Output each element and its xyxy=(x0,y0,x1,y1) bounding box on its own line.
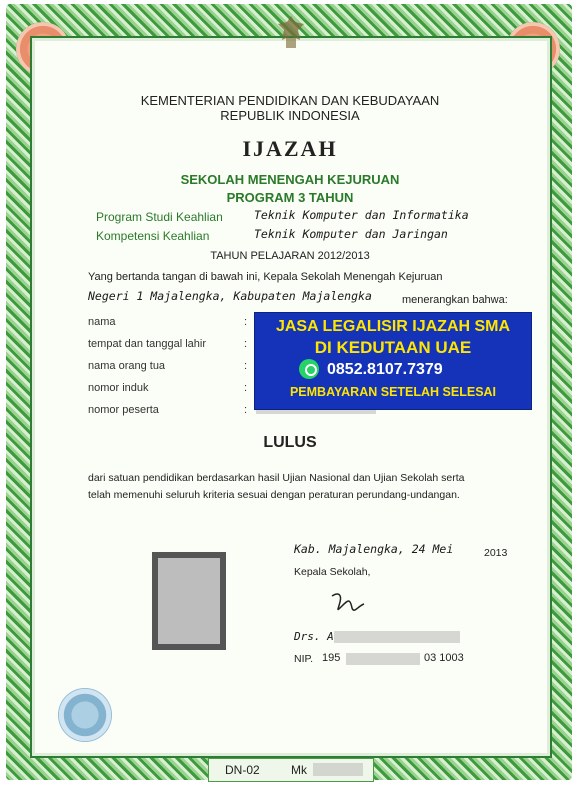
republic-title: REPUBLIK INDONESIA xyxy=(220,108,360,123)
nip-end: 03 1003 xyxy=(424,652,464,664)
ad-phone: 0852.8107.7379 xyxy=(327,361,443,378)
ad-line-location: DI KEDUTAAN UAE xyxy=(314,338,472,357)
nip-start: 195 xyxy=(322,652,341,664)
ad-line-service: JASA LEGALISIR IJAZAH SMA xyxy=(275,318,511,335)
student-photo xyxy=(152,552,226,650)
school-name: Negeri 1 Majalengka, Kabupaten Majalengka xyxy=(88,289,372,303)
redacted-principal-name xyxy=(334,631,460,643)
principal-name: Drs. A xyxy=(294,630,334,643)
graduation-status: LULUS xyxy=(263,434,317,451)
whatsapp-icon xyxy=(299,359,319,379)
result-line-1: dari satuan pendidikan berdasarkan hasil Ujian Nasional dan Ujian Sekolah serta xyxy=(88,472,465,484)
serial-prefix: DN-02 xyxy=(225,763,260,777)
advertisement-banner xyxy=(254,312,532,410)
redacted-serial xyxy=(313,763,363,776)
intro-text: Yang bertanda tangan di bawah ini, Kepala Sekolah Menengah Kejuruan xyxy=(88,271,443,283)
program-label: Program Studi Keahlian xyxy=(96,210,223,224)
document-title: IJAZAH xyxy=(242,136,338,161)
competency-value: Teknik Komputer dan Jaringan xyxy=(254,227,448,241)
field-label-parents: nama orang tua xyxy=(88,360,166,372)
field-colon: : xyxy=(244,360,248,372)
redacted-nip xyxy=(346,653,420,665)
field-colon: : xyxy=(244,316,248,328)
ministry-title: KEMENTERIAN PENDIDIKAN DAN KEBUDAYAAN xyxy=(140,93,440,108)
school-seal-icon xyxy=(58,688,112,742)
field-colon: : xyxy=(244,338,248,350)
academic-year: TAHUN PELAJARAN 2012/2013 xyxy=(210,250,370,262)
serial-code: Mk xyxy=(291,763,307,777)
competency-label: Kompetensi Keahlian xyxy=(96,229,210,243)
program-duration: PROGRAM 3 TAHUN xyxy=(226,190,354,205)
principal-role: Kepala Sekolah, xyxy=(294,566,371,578)
nip-label: NIP. xyxy=(294,653,314,665)
result-line-2: telah memenuhi seluruh kriteria sesuai dengan peraturan perundang-undangan. xyxy=(88,489,460,501)
field-label-student-id: nomor induk xyxy=(88,382,149,394)
declares-text: menerangkan bahwa: xyxy=(402,294,508,306)
school-type: SEKOLAH MENENGAH KEJURUAN xyxy=(180,172,400,187)
signature-year: 2013 xyxy=(484,547,508,559)
garuda-emblem-icon xyxy=(276,14,306,52)
field-label-exam-number: nomor peserta xyxy=(88,404,159,416)
signature-icon xyxy=(328,588,368,618)
field-colon: : xyxy=(244,404,248,416)
field-colon: : xyxy=(244,382,248,394)
field-label-birth: tempat dan tanggal lahir xyxy=(88,338,207,350)
serial-number-box xyxy=(208,758,374,782)
program-value: Teknik Komputer dan Informatika xyxy=(254,208,469,222)
ad-line-payment: PEMBAYARAN SETELAH SELESAI xyxy=(289,385,497,399)
field-label-name: nama xyxy=(88,316,116,328)
place-date: Kab. Majalengka, 24 Mei xyxy=(294,542,454,556)
